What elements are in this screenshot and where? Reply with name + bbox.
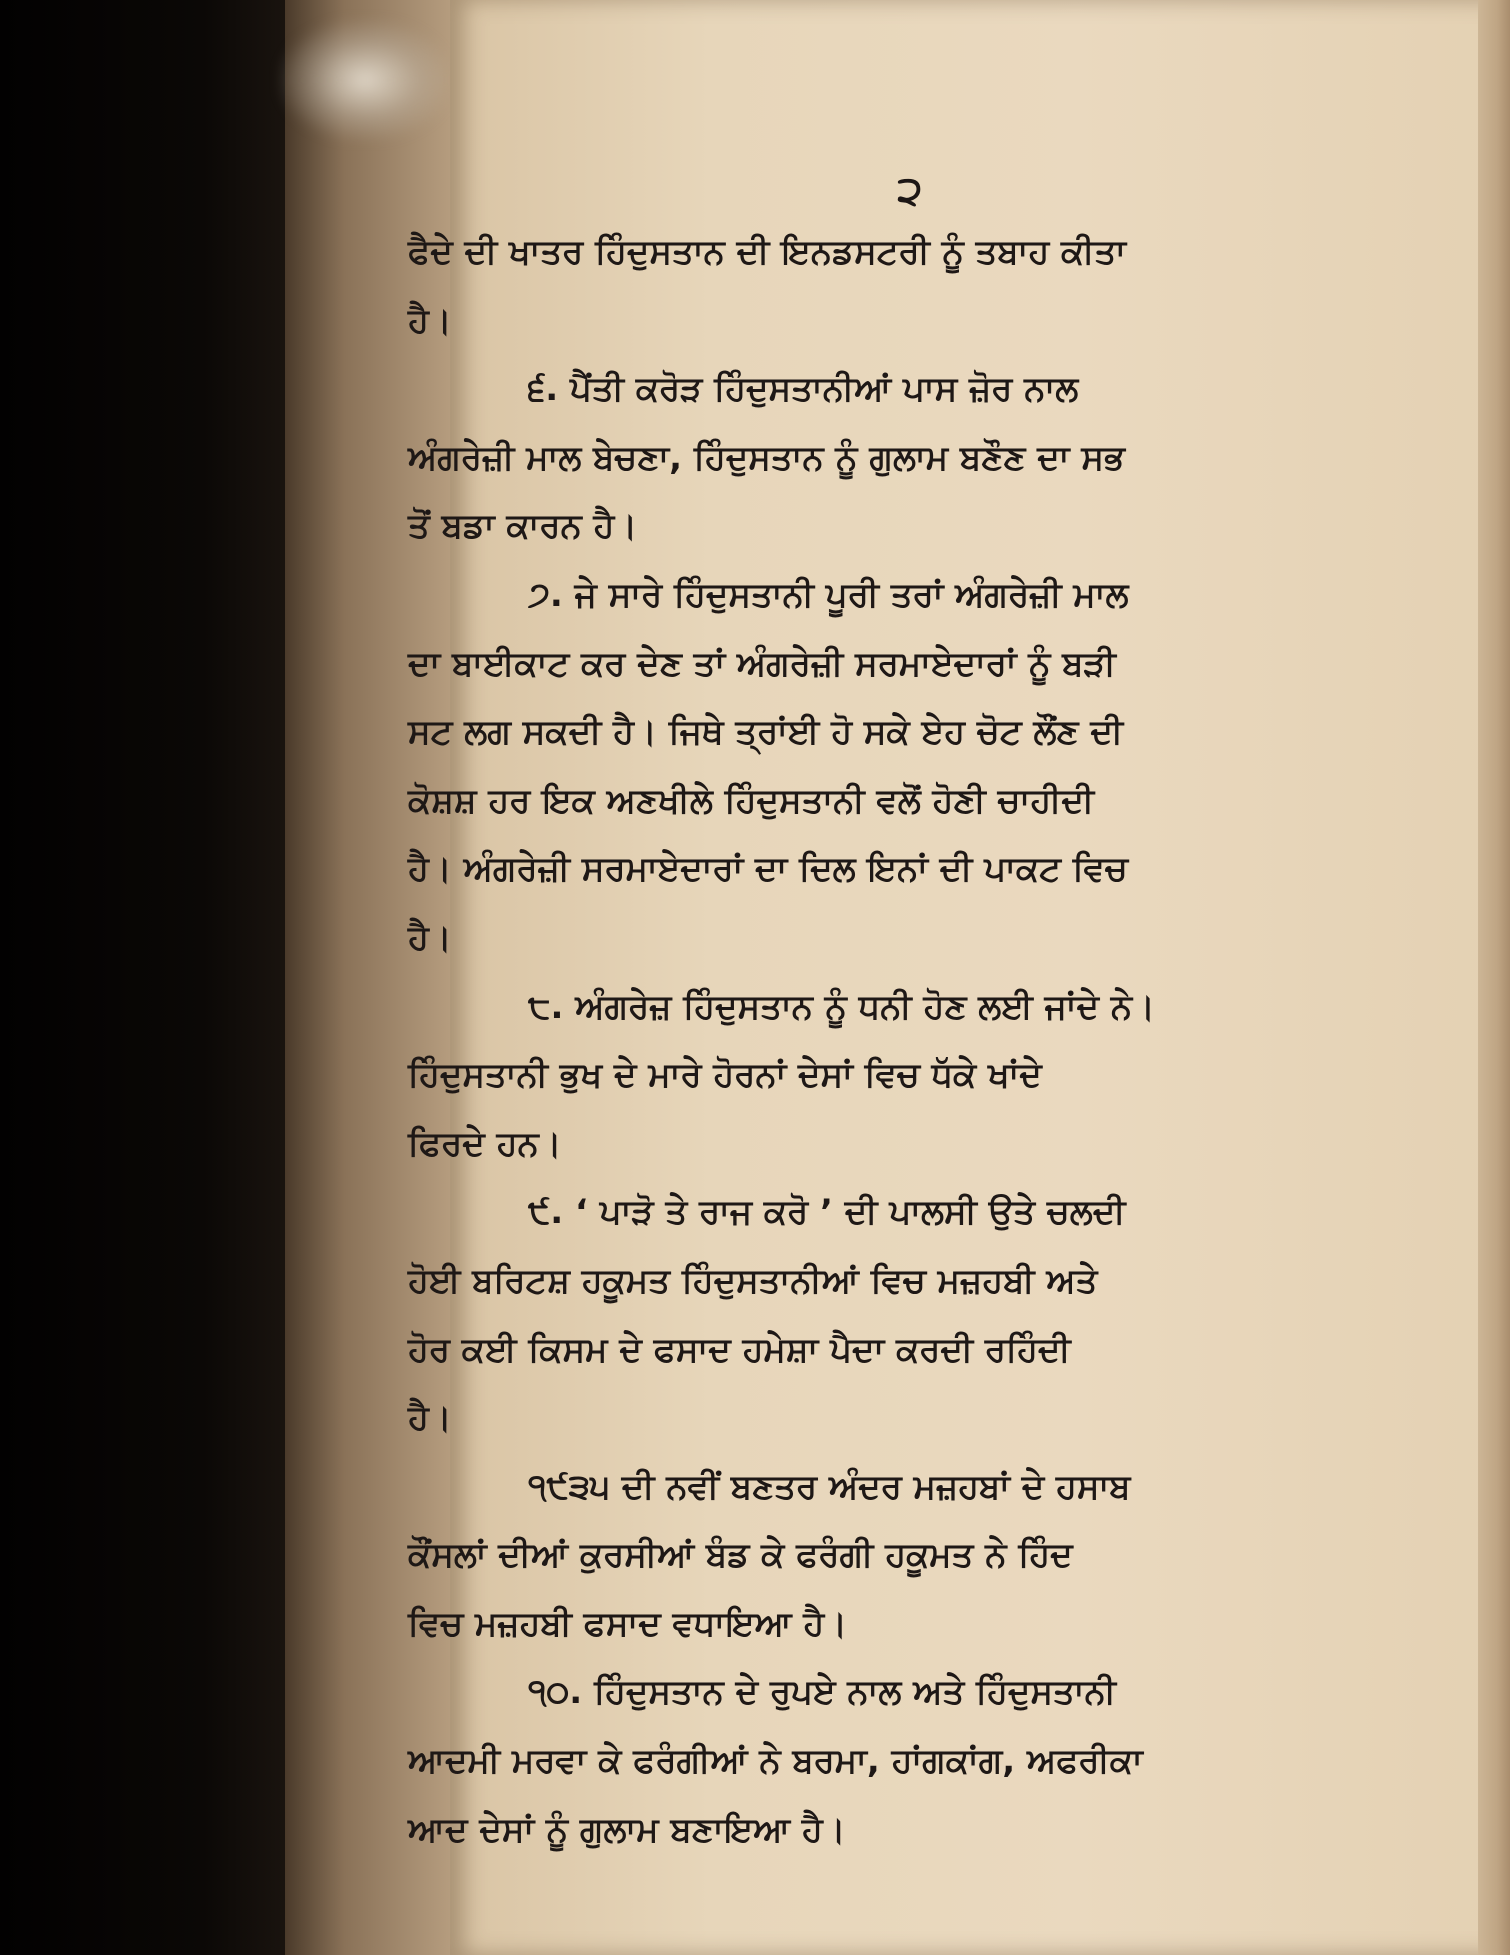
text-line: ਫੈਦੇ ਦੀ ਖਾਤਰ ਹਿੰਦੁਸਤਾਨ ਦੀ ਇਨਡਸਟਰੀ ਨੂੰ ਤਬਾਹ ਕੀਤਾ [408, 232, 1126, 272]
text-line: ੧੦. ਹਿੰਦੁਸਤਾਨ ਦੇ ਰੁਪਏ ਨਾਲ ਅਤੇ ਹਿੰਦੁਸਤਾਨੀ [528, 1672, 1116, 1713]
page-number: ੨ [897, 168, 923, 214]
text-line: ਵਿਚ ਮਜ਼ਹਬੀ ਫਸਾਦ ਵਧਾਇਆ ਹੈ। [408, 1603, 848, 1644]
text-line: ਹੈ। [408, 1398, 452, 1439]
text-line: ਹੈ। ਅੰਗਰੇਜ਼ੀ ਸਰਮਾਏਦਾਰਾਂ ਦਾ ਦਿਲ ਇਨਾਂ ਦੀ ਪਾਕਟ ਵਿਚ [408, 849, 1128, 890]
text-line: ਹੈ। [408, 300, 452, 341]
text-line: ੭. ਜੇ ਸਾਰੇ ਹਿੰਦੁਸਤਾਨੀ ਪੂਰੀ ਤਰਾਂ ਅੰਗਰੇਜ਼ੀ ਮਾਲ [528, 574, 1129, 615]
text-line: ਹਿੰਦੁਸਤਾਨੀ ਭੁਖ ਦੇ ਮਾਰੇ ਹੋਰਨਾਂ ਦੇਸਾਂ ਵਿਚ ਧੱਕੇ ਖਾਂਦੇ [408, 1055, 1042, 1096]
text-line: ਹੈ। [408, 917, 452, 958]
text-line: ਅੰਗਰੇਜ਼ੀ ਮਾਲ ਬੇਚਣਾ, ਹਿੰਦੁਸਤਾਨ ਨੂੰ ਗੁਲਾਮ ਬਣੌਣ ਦਾ ਸਭ [408, 437, 1125, 478]
light-glare [280, 20, 450, 140]
text-line: ਆਦ ਦੇਸਾਂ ਨੂੰ ਗੁਲਾਮ ਬਣਾਇਆ ਹੈ। [408, 1809, 846, 1850]
text-line: ਹੋਰ ਕਈ ਕਿਸਮ ਦੇ ਫਸਾਦ ਹਮੇਸ਼ਾ ਪੈਦਾ ਕਰਦੀ ਰਹਿੰਦੀ [408, 1329, 1071, 1370]
text-line: ਫਿਰਦੇ ਹਨ। [408, 1123, 562, 1164]
text-line: ੬. ਪੈਂਤੀ ਕਰੋੜ ਹਿੰਦੁਸਤਾਨੀਆਂ ਪਾਸ ਜ਼ੋਰ ਨਾਲ [528, 369, 1079, 410]
text-line: ਆਦਮੀ ਮਰਵਾ ਕੇ ਫਰੰਗੀਆਂ ਨੇ ਬਰਮਾ, ਹਾਂਗਕਾਂਗ, ਅਫਰੀਕਾ [408, 1741, 1143, 1782]
page-body-text [408, 218, 1450, 1864]
text-line: ਹੋਈ ਬਰਿਟਸ਼ ਹਕੂਮਤ ਹਿੰਦੁਸਤਾਨੀਆਂ ਵਿਚ ਮਜ਼ਹਬੀ ਅਤੇ [408, 1260, 1098, 1301]
text-line: ੮. ਅੰਗਰੇਜ਼ ਹਿੰਦੁਸਤਾਨ ਨੂੰ ਧਨੀ ਹੋਣ ਲਈ ਜਾਂਦੇ ਨੇ। [528, 986, 1155, 1027]
text-line: ਦਾ ਬਾਈਕਾਟ ਕਰ ਦੇਣ ਤਾਂ ਅੰਗਰੇਜ਼ੀ ਸਰਮਾਏਦਾਰਾਂ ਨੂੰ ਬੜੀ [408, 643, 1116, 684]
dark-background [0, 0, 290, 1955]
text-line: ਕੌਂਸਲਾਂ ਦੀਆਂ ਕੁਰਸੀਆਂ ਬੰਡ ਕੇ ਫਰੰਗੀ ਹਕੂਮਤ ਨੇ ਹਿੰਦ [408, 1535, 1073, 1576]
page-right-edge [1478, 0, 1510, 1955]
text-line: ਸਟ ਲਗ ਸਕਦੀ ਹੈ। ਜਿਥੇ ਤ੍ਰਾਂਈ ਹੋ ਸਕੇ ਏਹ ਚੋਟ ਲੌਂਣ ਦੀ [408, 712, 1124, 753]
text-line: ੧੯੩੫ ਦੀ ਨਵੀਂ ਬਣਤਰ ਅੰਦਰ ਮਜ਼ਹਬਾਂ ਦੇ ਹਸਾਬ [528, 1466, 1131, 1507]
text-line: ੯. ‘ ਪਾੜੋ ਤੇ ਰਾਜ ਕਰੋ ’ ਦੀ ਪਾਲਸੀ ਉਤੇ ਚਲਦੀ [528, 1192, 1126, 1233]
text-line: ਕੋਸ਼ਸ਼ ਹਰ ਇਕ ਅਣਖੀਲੇ ਹਿੰਦੁਸਤਾਨੀ ਵਲੋਂ ਹੋਣੀ ਚਾਹੀਦੀ [408, 780, 1095, 821]
text-line: ਤੋਂ ਬਡਾ ਕਾਰਨ ਹੈ। [408, 506, 638, 547]
